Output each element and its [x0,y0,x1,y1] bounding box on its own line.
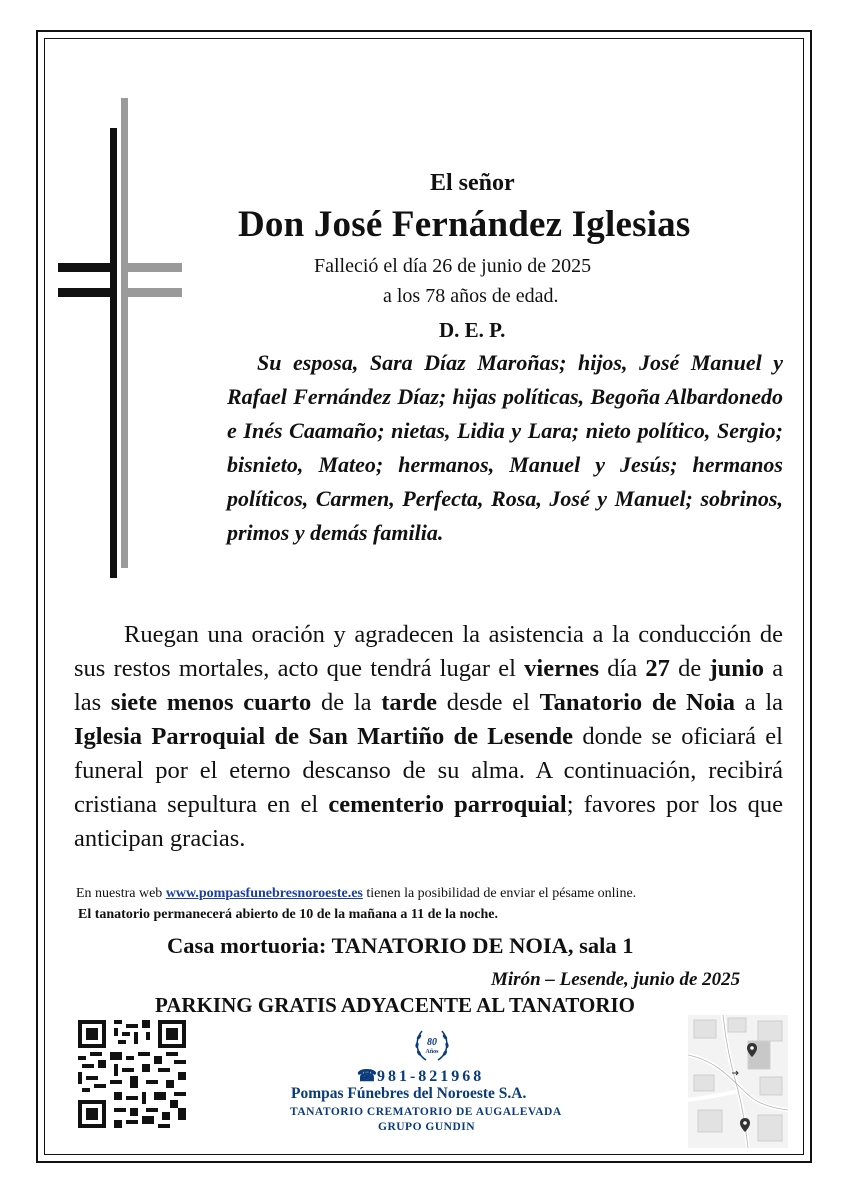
age-text: a los 78 años de edad. [383,285,559,307]
anniversary-laurel-logo [412,1025,452,1065]
deceased-name: Don José Fernández Iglesias [238,204,691,245]
announcement-text: a las [74,655,784,716]
announcement-text: día [607,655,638,682]
phone-icon: ☎ [357,1068,377,1085]
death-date: Falleció el día 26 de junio de 2025 [314,255,592,277]
logo-word: Años [425,1049,439,1055]
crematorium-name: TANATORIO CREMATORIO DE AUGALEVADA [290,1106,562,1118]
church-name: Iglesia Parroquial de San Martiño de Lesende [74,723,574,750]
announcement-text: de la [321,689,372,716]
cemetery-name: cementerio parroquial [328,791,567,818]
web-suffix: tienen la posibilidad de enviar el pésame online. [366,886,637,901]
logo-number: 80 [427,1037,437,1048]
web-line [76,886,636,902]
announcement-text: de [678,655,702,682]
company-name: Pompas Fúnebres del Noroeste S.A. [291,1085,527,1102]
announcement-text: desde el [446,689,530,716]
day-number: 27 [645,655,670,682]
day-period: tarde [381,689,438,716]
ceremony-time: siete menos cuarto [110,689,312,716]
parking-notice: PARKING GRATIS ADYACENTE AL TANATORIO [155,993,635,1017]
dep-text: D. E. P. [439,318,506,342]
day-name: viernes [524,655,599,682]
place-date: Mirón – Lesende, junio de 2025 [491,969,741,990]
group-name: GRUPO GUNDIN [378,1121,476,1133]
phone-number: 981-821968 [376,1068,485,1085]
intro-text: El señor [430,170,515,196]
opening-hours: El tanatorio permanecerá abierto de 10 de la mañana a 11 de la noche. [78,907,498,922]
family-text: Su esposa, Sara Díaz Maroñas; hijos, José Manuel y Rafael Fernández Díaz; hijas políticas, Begoña Albardonedo e Inés Caamaño; nietas, Lidia y Lara; nieto político, Sergio; bisnieto, Mateo; hermanos, Manuel y Jesús; hermanos políticos, Carmen, Perfecta, Rosa, José y Manuel; sobrinos, primos y demás familia. [227,350,783,545]
family-list [227,346,783,550]
announcement-text: a la [744,689,784,716]
cross-icon [56,98,186,583]
website-link[interactable]: www.pompasfunebresnoroeste.es [165,886,363,901]
location-map-icon[interactable] [688,1015,788,1148]
month: junio [709,655,764,682]
funeral-home-room: Casa mortuoria: TANATORIO DE NOIA, sala 1 [167,933,634,958]
origin-place: Tanatorio de Noia [539,689,736,716]
announcement-text: ; favores por los que anticipan gracias. [74,791,783,852]
announcement-paragraph [74,618,783,856]
announcement-text: donde se oficiará el funeral por el eterno descanso de su alma. A continuación, recibirá cristiana sepultura en el [74,723,783,818]
qr-code-icon[interactable] [78,1020,186,1128]
announcement-text: Ruegan una oración y agradecen la asistencia a la conducción de sus restos mortales, acto que tendrá lugar el [74,621,783,682]
phone-line [357,1066,484,1086]
web-prefix: En nuestra web [76,886,163,901]
